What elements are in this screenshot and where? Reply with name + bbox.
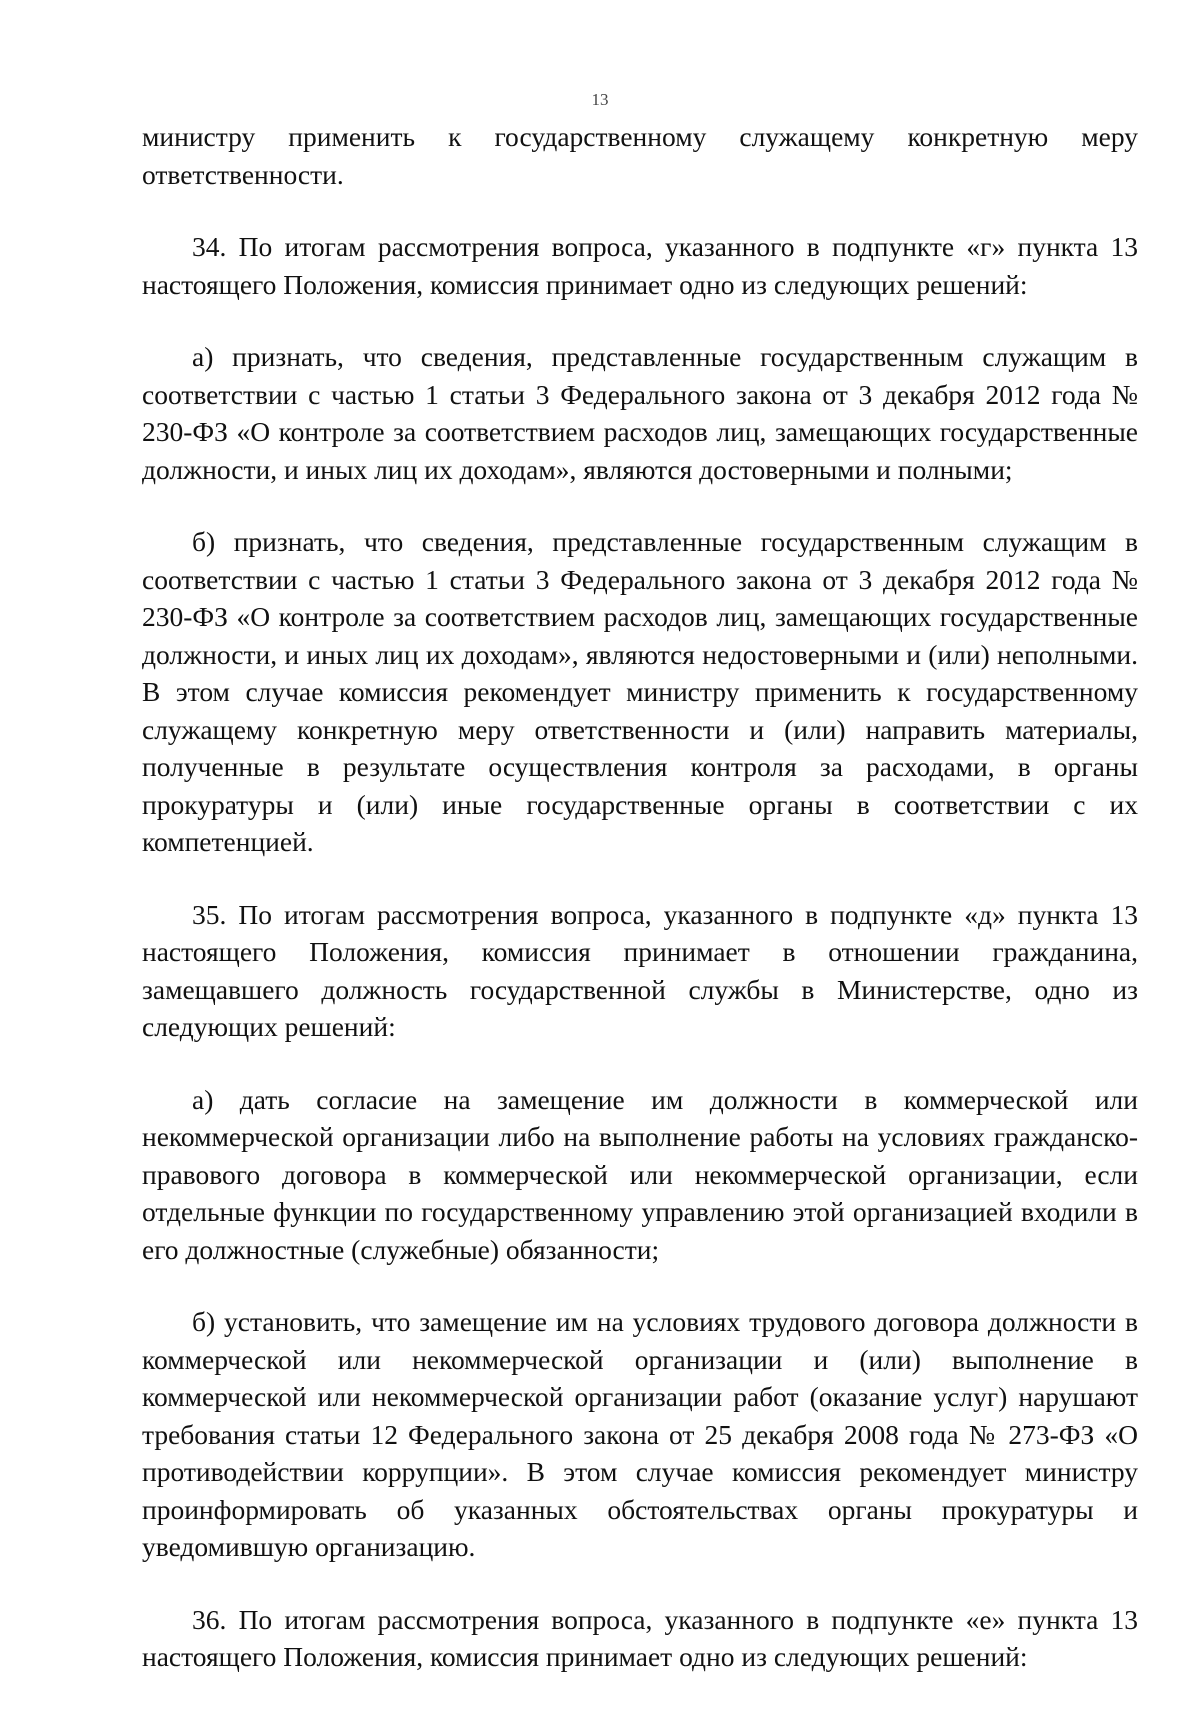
paragraph-34-a: а) признать, что сведения, представленные государственным служащим в соответствии с частью 1 статьи 3 Федерального закона от 3 декабря 2012 года № 230-ФЗ «О контроле за соответствием расходов лиц, замещающих государственные должности, и иных лиц их доходам», являются достоверными и полными; <box>142 341 1138 485</box>
document-body <box>142 118 1138 1676</box>
page-number: 13 <box>591 90 609 109</box>
paragraph-35: 35. По итогам рассмотрения вопроса, указанного в подпункте «д» пункта 13 настоящего Положения, комиссия принимает в отношении гражданина, замещавшего должность государственной службы в Министерстве, одно из следующих решений: <box>142 898 1138 1042</box>
paragraph-35-b: б) установить, что замещение им на условиях трудового договора должности в коммерческой или некоммерческой организации и (или) выполнение в коммерческой или некоммерческой организации работ (оказание услуг) нарушают требования статьи 12 Федерального закона от 25 декабря 2008 года № 273-ФЗ «О противодействии коррупции». В этом случае комиссия рекомендует министру проинформировать об указанных обстоятельствах органы прокуратуры и уведомившую организацию. <box>142 1306 1138 1562</box>
paragraph-35-a: а) дать согласие на замещение им должности в коммерческой или некоммерческой организации либо на выполнение работы на условиях гражданско-правового договора в коммерческой или некоммерческой организации, если отдельные функции по государственному управлению этой организацией входили в его должностные (служебные) обязанности; <box>142 1083 1138 1265</box>
paragraph-34: 34. По итогам рассмотрения вопроса, указанного в подпункте «г» пункта 13 настоящего Положения, комиссия принимает одно из следующих решений: <box>142 231 1138 300</box>
paragraph-34-b: б) признать, что сведения, представленные государственным служащим в соответствии с частью 1 статьи 3 Федерального закона от 3 декабря 2012 года № 230-ФЗ «О контроле за соответствием расходов лиц, замещающих государственные должности, и иных лиц их доходам», являются недостоверными и (или) неполными. В этом случае комиссия рекомендует министру применить к государственному служащему конкретную меру ответственности и (или) направить материалы, полученные в результате осуществления контроля за расходами, в органы прокуратуры и (или) иные государственные органы в соответствии с их компетенцией. <box>142 526 1138 857</box>
paragraph-continuation: министру применить к государственному служащему конкретную меру ответственности. <box>142 121 1138 190</box>
paragraph-36: 36. По итогам рассмотрения вопроса, указанного в подпункте «е» пункта 13 настоящего Положения, комиссия принимает одно из следующих решений: <box>142 1603 1138 1672</box>
